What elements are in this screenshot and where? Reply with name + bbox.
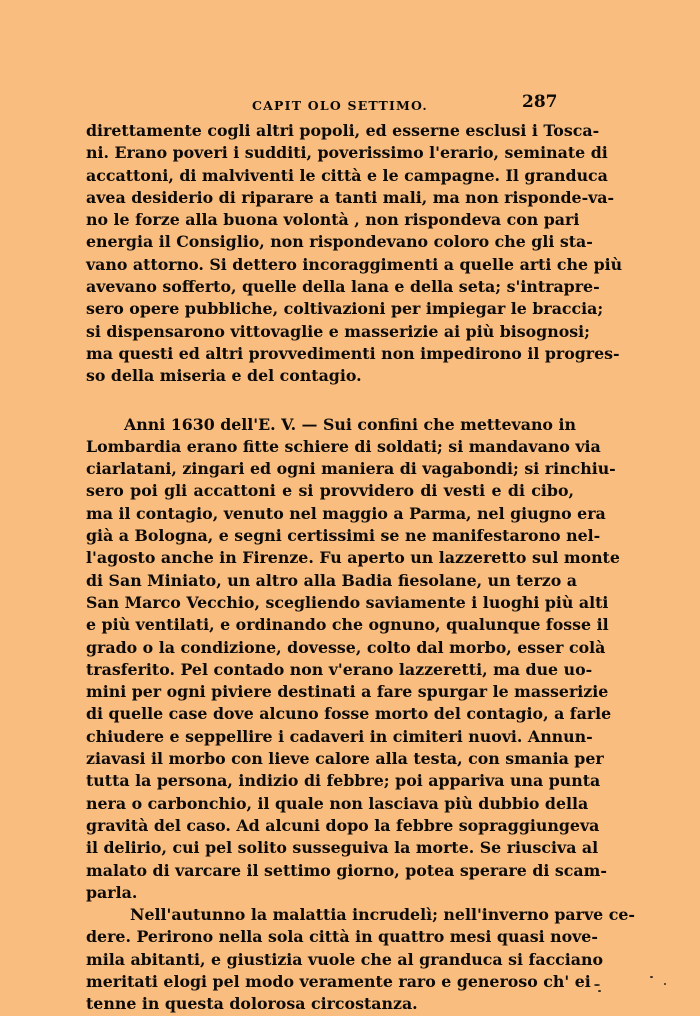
text-line: avea desiderio di riparare a tanti mali, ma non risponde-va- xyxy=(86,187,615,207)
text-line: Anni 1630 dell'E. V. — Sui confini che mettevano in xyxy=(124,414,576,434)
text-line: malato di varcare il settimo giorno, potea sperare di scam- xyxy=(86,860,607,880)
text-line: e più ventilati, e ordinando che ognuno, qualunque fosse il xyxy=(86,615,609,635)
text-line: ziavasi il morbo con lieve calore alla testa, con smania per xyxy=(86,749,604,769)
text-line: chiudere e seppellire i cadaveri in cimiteri nuovi. Annun- xyxy=(86,726,593,746)
text-line: ma questi ed altri provvedimenti non impedirono il progres- xyxy=(86,343,620,363)
page-number: 287 xyxy=(522,92,558,112)
paragraph-gap xyxy=(86,388,574,414)
text-line: direttamente cogli altri popoli, ed esserne esclusi i Tosca- xyxy=(86,121,600,140)
text-line: avevano sofferto, quelle della lana e della seta; s'intrapre- xyxy=(86,277,600,297)
text-line: già a Bologna, e segni certissimi se ne manifestarono nel- xyxy=(86,526,601,546)
text-line: tenne in questa dolorosa circostanza. xyxy=(86,994,418,1014)
text-line: mini per ogni piviere destinati a fare spurgar le masserizie xyxy=(86,682,609,702)
text-line: sero opere pubbliche, coltivazioni per impiegar le braccia; xyxy=(86,299,604,319)
paragraph-3 xyxy=(86,904,635,1015)
text-line: San Marco Vecchio, scegliendo saviamente i luoghi più alti xyxy=(86,592,609,612)
text-line: no le forze alla buona volontà , non rispondeva con pari xyxy=(86,210,580,230)
text-line: si dispensarono vittovaglie e masserizie ai più bisognosi; xyxy=(86,321,590,341)
text-line: ma il contagio, venuto nel maggio a Parma, nel giugno era xyxy=(86,503,606,523)
text-line: mila abitanti, e giustizia vuole che al granduca si facciano xyxy=(86,949,604,969)
text-line: grado o la condizione, dovesse, colto dal morbo, esser colà xyxy=(86,637,606,657)
ink-speck xyxy=(664,983,666,985)
text-line: l'agosto anche in Firenze. Fu aperto un lazzeretto sul monte xyxy=(86,548,620,568)
text-line: ciarlatani, zingari ed ogni maniera di vagabondi; si rinchiu- xyxy=(86,459,616,479)
text-body xyxy=(86,120,635,1016)
running-title: CAPIT OLO SETTIMO. xyxy=(252,98,428,113)
text-line: ni. Erano poveri i sudditi, poverissimo l'erario, seminate di xyxy=(86,143,608,163)
text-line: accattoni, di malviventi le città e le campagne. Il granduca xyxy=(86,165,608,185)
ink-speck xyxy=(598,990,601,992)
text-line: Nell'autunno la malattia incrudelì; nell'inverno parve ce- xyxy=(130,905,635,925)
ink-speck xyxy=(650,976,653,978)
ink-speck xyxy=(594,984,600,986)
text-line: tutta la persona, indizio di febbre; poi appariva una punta xyxy=(86,771,601,791)
text-line: di quelle case dove alcuno fosse morto del contagio, a farle xyxy=(86,704,612,724)
text-line: energia il Consiglio, non rispondevano coloro che gli sta- xyxy=(86,232,593,252)
text-line: dere. Perirono nella sola città in quattro mesi quasi nove- xyxy=(86,927,598,947)
text-line: parla. xyxy=(86,882,138,902)
text-line: nera o carbonchio, il quale non lasciava più dubbio della xyxy=(86,793,589,813)
text-line: trasferito. Pel contado non v'erano lazzeretti, ma due uo- xyxy=(86,659,593,679)
text-line: meritati elogi pel modo veramente raro e generoso ch' ei xyxy=(86,971,591,991)
text-line: sero poi gli accattoni e si provvidero di vesti e di cibo, xyxy=(86,481,574,501)
text-line: Lombardia erano fitte schiere di soldati; si mandavano via xyxy=(86,436,601,456)
text-line: gravità del caso. Ad alcuni dopo la febbre sopraggiungeva xyxy=(86,815,600,835)
text-line: il delirio, cui pel solito susseguiva la morte. Se riusciva al xyxy=(86,838,599,858)
text-line: so della miseria e del contagio. xyxy=(86,366,362,386)
text-line: vano attorno. Si dettero incoraggimenti a quelle arti che più xyxy=(86,254,623,274)
paragraph-2 xyxy=(86,414,620,905)
text-line: di San Miniato, un altro alla Badia fiesolane, un terzo a xyxy=(86,570,578,590)
page-header xyxy=(0,92,700,116)
paragraph-1 xyxy=(86,120,623,388)
